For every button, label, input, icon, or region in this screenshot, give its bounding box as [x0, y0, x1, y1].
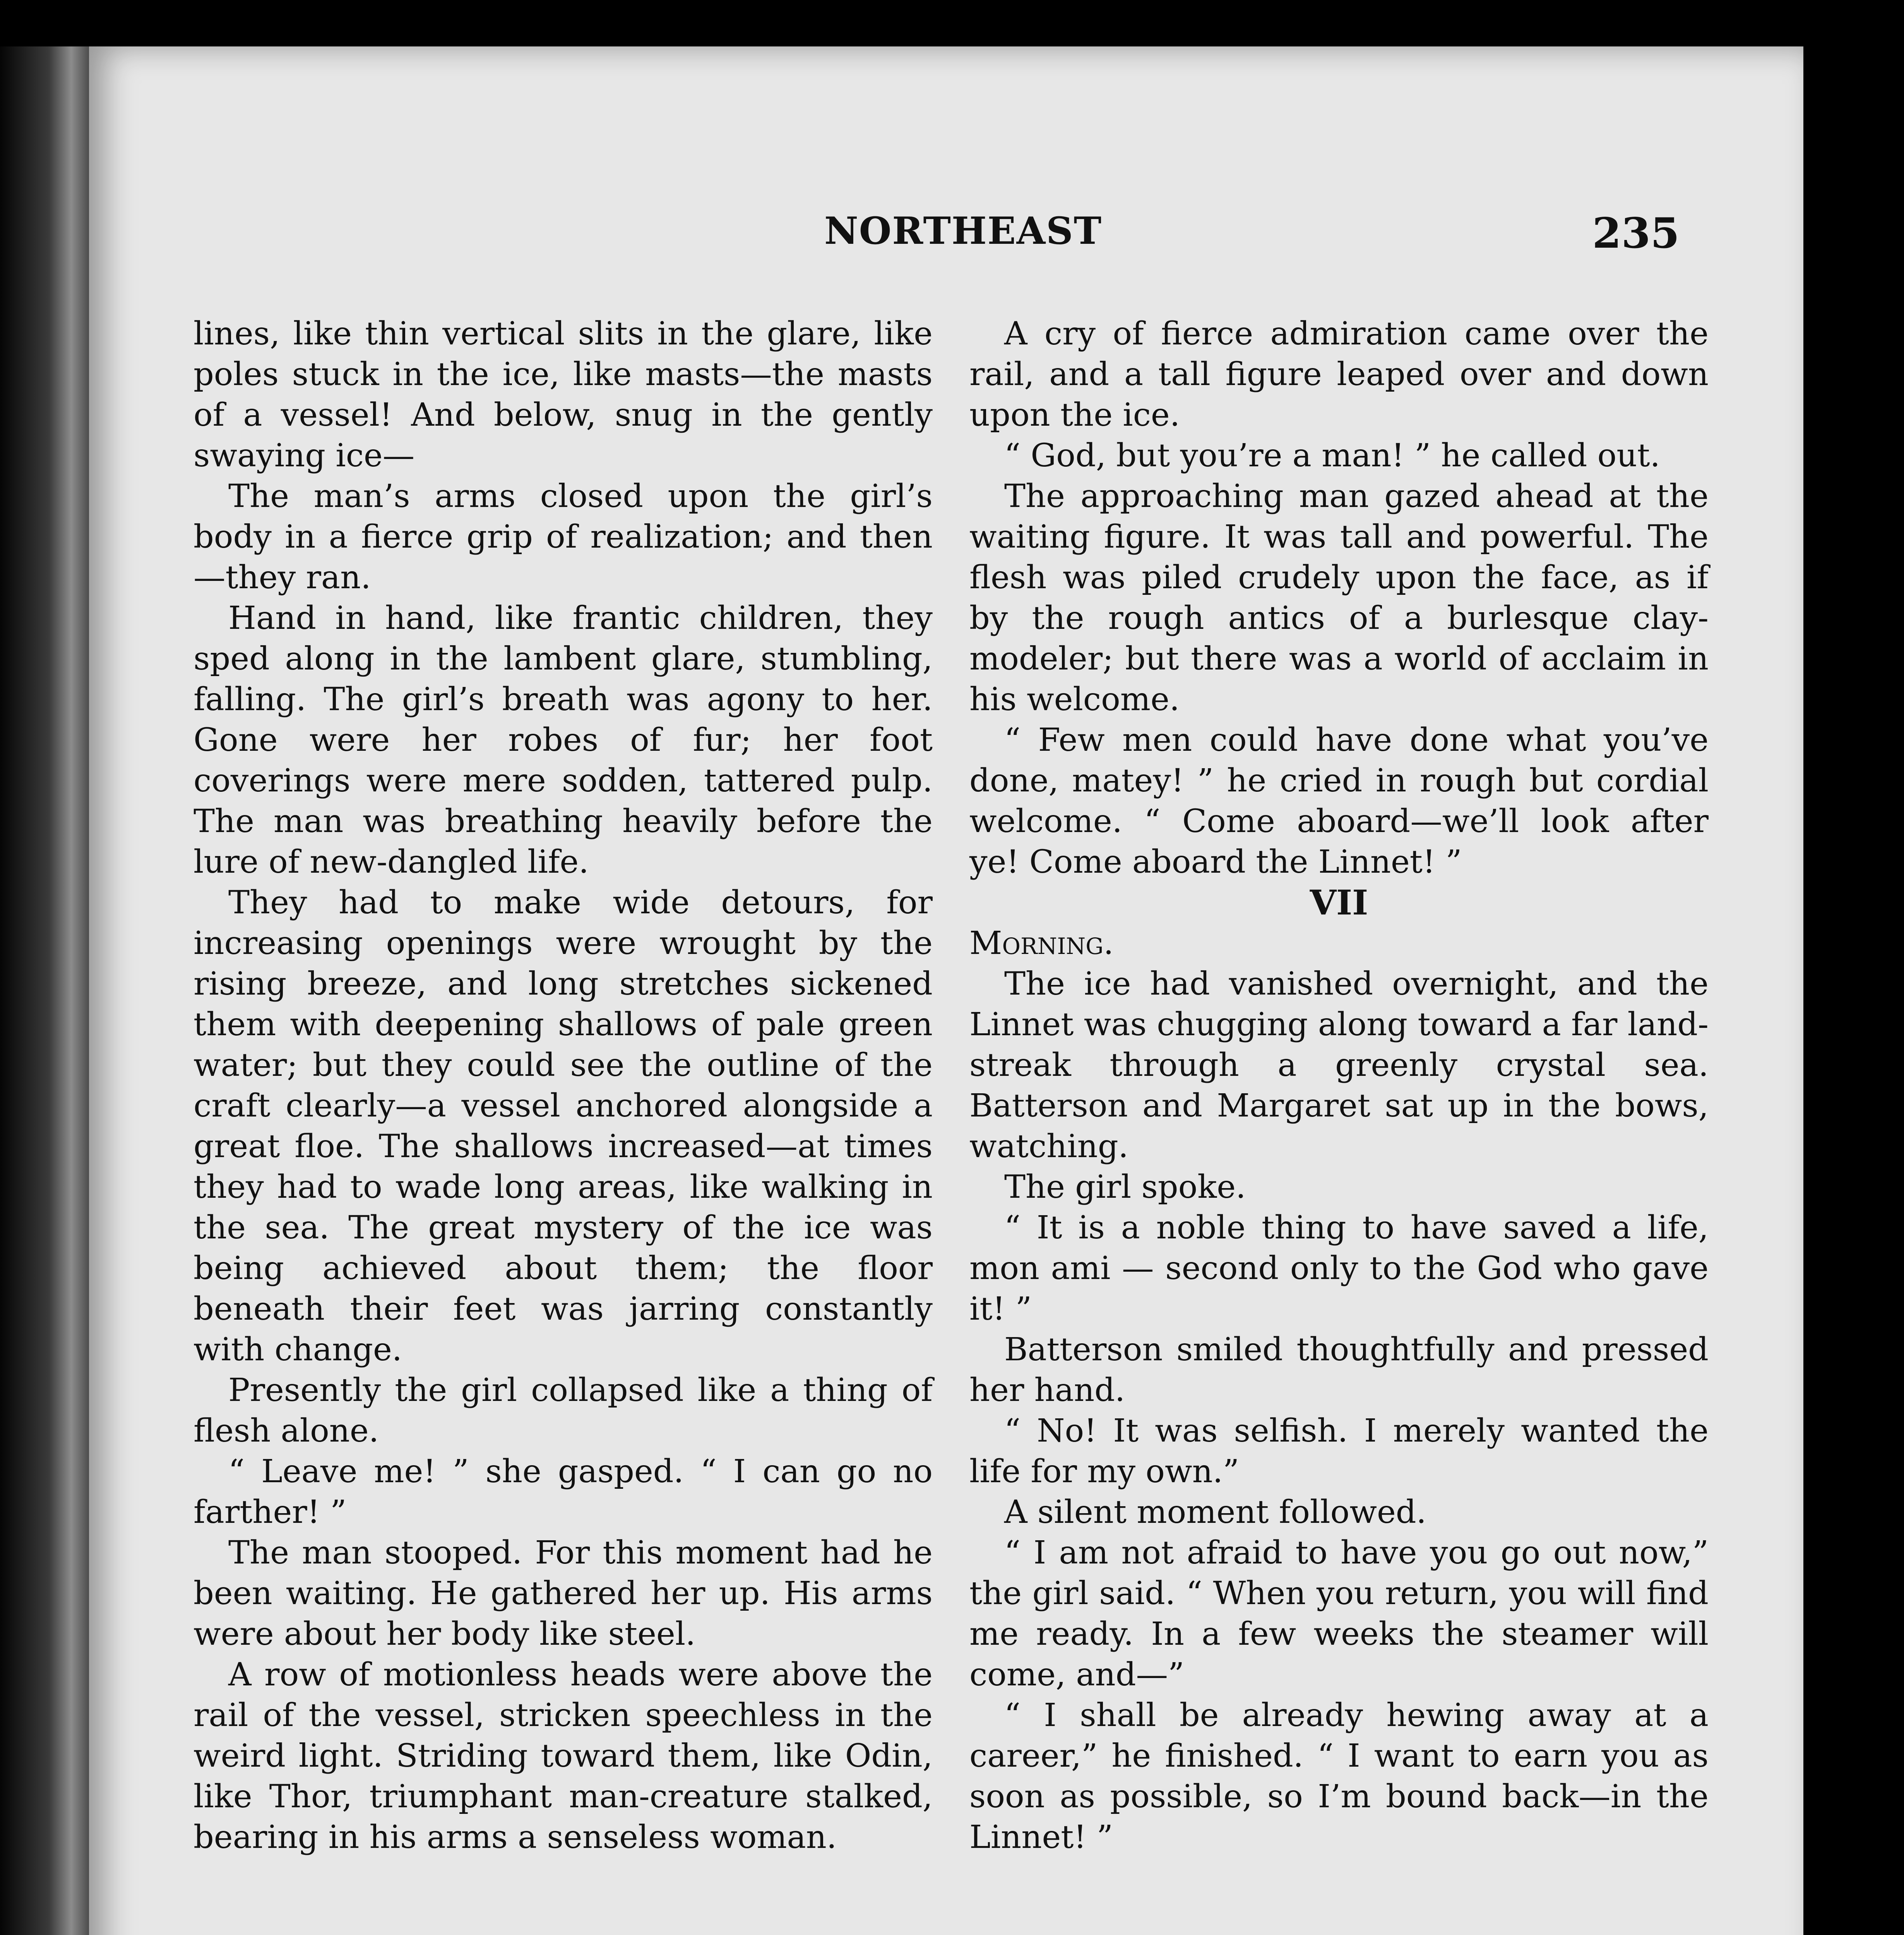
story-column-left [193, 313, 933, 1858]
story-paragraph: A cry of fierce admiration came over the rail, and a tall figure leaped over and down upon the ice. [969, 315, 1709, 433]
story-paragraph: Batterson smiled thoughtfully and pressed her hand. [969, 1331, 1709, 1409]
book-spine-shadow [0, 46, 89, 1935]
running-head: NORTHEAST [824, 209, 1103, 253]
story-paragraph: “ God, but you’re a man! ” he called out. [1004, 437, 1660, 474]
story-paragraph: They had to make wide detours, for increasing openings were wrought by the rising breeze, and long stretches sickened them with deepening shallows of pale green water; but they could see the outline of the craft clearly—a vessel anchored alongside a great floe. The shallows increased—at times they had to wade long areas, like walking in the sea. The great mystery of the ice was being achieved about them; the floor beneath their feet was jarring constantly with change. [193, 884, 933, 1368]
story-paragraph: A silent moment followed. [1004, 1493, 1426, 1531]
story-paragraph: “ It is a noble thing to have saved a life, mon ami — second only to the God who gave it! ” [969, 1209, 1709, 1327]
story-paragraph: A row of motionless heads were above the rail of the vessel, stricken speechless in the weird light. Striding toward them, like Odin, like Thor, triumphant man-creature stalked, bearing in his arms a senseless woman. [193, 1656, 933, 1856]
book-page [89, 46, 1803, 1935]
section-lead: Morning. [969, 925, 1114, 962]
story-paragraph: “ No! It was selfish. I merely wanted the life for my own.” [969, 1412, 1709, 1490]
story-column-right [969, 313, 1709, 1858]
story-paragraph: “ I shall be already hewing away at a career,” he finished. “ I want to earn you as soon as possible, so I’m bound back—in the Linnet! ” [969, 1697, 1709, 1856]
page-header [89, 209, 1803, 258]
story-paragraph: The ice had vanished overnight, and the Linnet was chugging along toward a far land-streak through a greenly crystal sea. Batterson and Margaret sat up in the bows, watching. [969, 965, 1709, 1165]
story-paragraph: “ I am not afraid to have you go out now,” the girl said. “ When you return, you will find me ready. In a few weeks the steamer will come, and—” [969, 1534, 1709, 1693]
section-heading: VII [1310, 882, 1368, 923]
story-paragraph: The man’s arms closed upon the girl’s body in a fierce grip of realization; and then—they ran. [193, 478, 933, 596]
story-paragraph: lines, like thin vertical slits in the glare, like poles stuck in the ice, like masts—the masts of a vessel! And below, snug in the gently swaying ice— [193, 315, 933, 474]
story-paragraph: Presently the girl collapsed like a thing of flesh alone. [193, 1372, 933, 1449]
story-paragraph: “ Leave me! ” she gasped. “ I can go no farther! ” [193, 1453, 933, 1531]
story-paragraph: The girl spoke. [1004, 1168, 1246, 1206]
page-number: 235 [1592, 209, 1680, 258]
story-paragraph: The approaching man gazed ahead at the waiting figure. It was tall and powerful. The flesh was piled crudely upon the face, as if by the rough antics of a burlesque clay-modeler; but there was a world of acclaim in his welcome. [969, 478, 1709, 718]
story-paragraph: “ Few men could have done what you’ve done, matey! ” he cried in rough but cordial welcome. “ Come aboard—we’ll look after ye! Come aboard the Linnet! ” [969, 721, 1709, 880]
story-paragraph: The man stooped. For this moment had he been waiting. He gathered her up. His arms were about her body like steel. [193, 1534, 933, 1652]
story-paragraph: Hand in hand, like frantic children, they sped along in the lambent glare, stumbling, falling. The girl’s breath was agony to her. Gone were her robes of fur; her foot coverings were mere sodden, tattered pulp. The man was breathing heavily before the lure of new-dangled life. [193, 599, 933, 880]
